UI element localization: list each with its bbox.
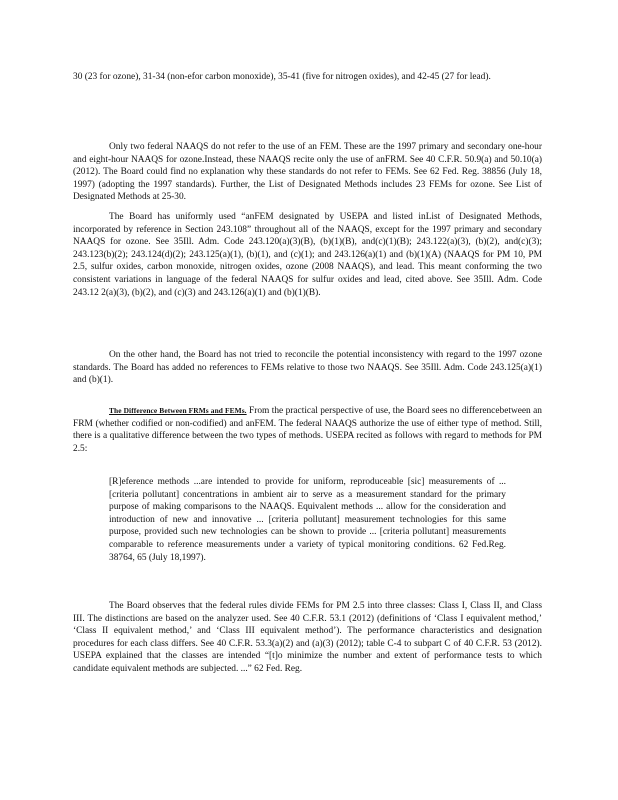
paragraph-fem-classes: The Board observes that the federal rules divide FEMs for PM 2.5 into three classes: Class I, Class II, and Class III. The distinctions are based on the analyzer used. See 40 C.F.R. 53.1 (2012) (definitions of ‘Class I equivalent method,’ ‘Class II equivalent method,’ and ‘Class III equivalent method’). The performance characteristics and designation procedures for each class differs. See 40 C.F.R. 53.3(a)(2) and (a)(3) (2012); table C-4 to subpart C of 40 C.F.R. 53 (2012). USEPA explained that the classes are intended “[t]o minimize the number and extent of performance tests to which candidate equivalent methods are subjected. ...” 62 Fed. Reg. — [73, 601, 542, 674]
paragraph-1997-ozone-text: On the other hand, the Board has not tried to reconcile the potential inconsistency with regard to the 1997 ozone standards. The Board has added no references to FEMs relative to those two NAAQS. See 35Ill. Adm. Code 243.125(a)(1) and (b)(1). — [73, 350, 542, 386]
paragraph-continuation: 30 (23 for ozone), 31-34 (non-efor carbon monoxide), 35-41 (five for nitrogen oxides), and 42-45 (27 for lead). — [73, 72, 491, 82]
paragraph-1997-ozone — [73, 349, 542, 387]
block-quote: [R]eference methods ...are intended to provide for uniform, reproduceable [sic] measurements of ... [criteria pollutant] concentrations in ambient air to serve as a measurement standard for the primary purpose of making comparisons to the NAAQS. Equivalent methods ... allow for the consideration and introduction of new and innovative ... [criteria pollutant] measurement technologies for this same purpose, provided such new technologies can be shown to provide ... [criteria pollutant] measurements comparable to reference measurements under a variety of typical monitoring conditions. 62 Fed.Reg. 38764, 65 (July 18,1997). — [109, 477, 506, 563]
paragraph-frm-fem-difference — [73, 405, 542, 455]
paragraph-frm-fem-difference-text: From the practical perspective of use, the Board sees no differencebetween an FRM (whether codified or non-codified) and anFEM. The federal NAAQS authorize the use of either type of method. Still, there is a qualitative difference between the two types of methods. USEPA recited as follows with regard to methods for PM 2.5: — [73, 406, 542, 454]
paragraph-board-fem-usage: The Board has uniformly used “anFEM designated by USEPA and listed inList of Designated Methods, incorporated by reference in Section 243.108” throughout all of the NAAQS, except for the 1997 primary and secondary NAAQS for ozone. See 35Ill. Adm. Code 243.120(a)(3)(B), (b)(1)(B), and(c)(1)(B); 243.122(a)(3), (b)(2), and(c)(3); 243.123(b)(2); 243.124(d)(2); 243.125(a)(1), (b)(1), and (c)(1); and 243.126(a)(1) and (b)(1)(A) (NAAQS for PM 10, PM 2.5, sulfur oxides, carbon monoxide, nitrogen oxides, ozone (2008 NAAQS), and lead. This meant conforming the two consistent variations in language of the federal NAAQS for sulfur oxides and lead, cited above. See 35Ill. Adm. Code 243.12 2(a)(3), (b)(2), and (c)(3) and 243.126(a)(1) and (b)(1)(B). — [73, 212, 542, 298]
paragraph-ozone-frm: Only two federal NAAQS do not refer to the use of an FEM. These are the 1997 primary and secondary one-hour and eight-hour NAAQS for ozone.Instead, these NAAQS recite only the use of anFRM. See 40 C.F.R. 50.9(a) and 50.10(a) (2012). The Board could find no explanation why these standards do not refer to FEMs. See 62 Fed. Reg. 38856 (July 18, 1997) (adopting the 1997 standards). Further, the List of Designated Methods includes 23 FEMs for ozone. See List of Designated Methods at 25-30. — [73, 142, 542, 203]
section-heading: The Difference Between FRMs and FEMs. — [109, 406, 247, 415]
